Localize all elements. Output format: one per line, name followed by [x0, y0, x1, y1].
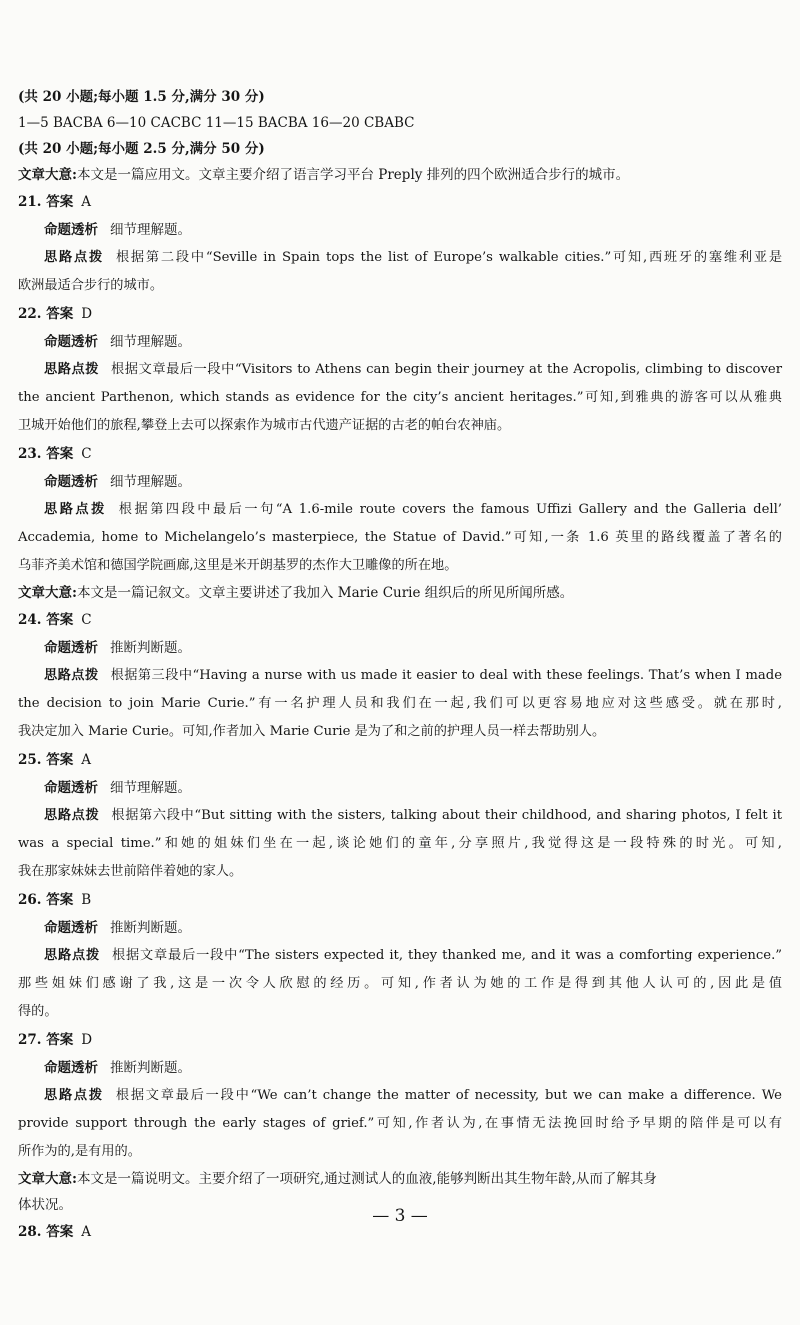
analysis-row	[18, 774, 782, 802]
tip-line: 我在那家妹妹去世前陪伴着她的家人。	[18, 864, 243, 879]
tip-block	[18, 662, 782, 746]
section-header-2: (共 20 小题;每小题 2.5 分,满分 50 分)	[18, 141, 265, 157]
answer-label: 答案	[46, 892, 74, 908]
tip-line: 思路点拨 根据文章最后一段中“The sisters expected it, they thanked me, and it was a comforting experience.”	[44, 948, 782, 963]
question-number: 27.	[18, 1032, 42, 1048]
summary-label: 文章大意:	[18, 1171, 77, 1187]
tip-label: 思路点拨	[44, 250, 104, 265]
section-header-1: (共 20 小题;每小题 1.5 分,满分 30 分)	[18, 89, 265, 105]
analysis-label: 命题透析	[44, 1060, 98, 1076]
question-number: 28.	[18, 1224, 42, 1240]
question-item	[18, 188, 782, 300]
analysis-row	[18, 328, 782, 356]
tip-label: 思路点拨	[44, 668, 99, 683]
analysis-text: 细节理解题。	[110, 334, 191, 350]
tip-label: 思路点拨	[44, 362, 100, 377]
question-item	[18, 1026, 782, 1166]
summary-text: 本文是一篇记叙文。文章主要讲述了我加入 Marie Curie 组织后的所见所闻所感。	[76, 585, 574, 601]
tip-block	[18, 356, 782, 440]
page-number: — 3 —	[372, 1206, 428, 1226]
analysis-label: 命题透析	[44, 780, 98, 796]
answer-label: 答案	[46, 306, 74, 322]
answer-label: 答案	[46, 446, 74, 462]
question-item	[18, 886, 782, 1026]
question-header	[18, 606, 782, 634]
question-header	[18, 1026, 782, 1054]
analysis-row	[18, 468, 782, 496]
tip-line: 思路点拨 根据第四段中最后一句“A 1.6-mile route covers the famous Uffizi Gallery and the Galleria dell’	[44, 502, 783, 517]
tip-block	[18, 802, 782, 886]
tip-block	[18, 244, 782, 300]
summary-label: 文章大意:	[18, 167, 77, 183]
analysis-label: 命题透析	[44, 474, 98, 490]
analysis-text: 细节理解题。	[110, 780, 191, 796]
answer-label: 答案	[46, 1032, 74, 1048]
tip-line: the ancient Parthenon, which stands as evidence for the city’s ancient heritages.”可知,到雅典的游客可以从雅典	[18, 390, 782, 405]
question-item	[18, 746, 782, 886]
question-header	[18, 300, 782, 328]
tip-line: 欧洲最适合步行的城市。	[18, 278, 164, 293]
answer-value: A	[81, 194, 91, 210]
tip-line: Accademia, home to Michelangelo’s masterpiece, the Statue of David.”可知,一条 1.6 英里的路线覆盖了著名的	[18, 530, 782, 545]
tip-label: 思路点拨	[44, 948, 101, 963]
summary-text: 本文是一篇说明文。主要介绍了一项研究,通过测试人的血液,能够判断出其生物年龄,从而了解其身	[76, 1171, 657, 1187]
tip-line: 思路点拨 根据第三段中“Having a nurse with us made it easier to deal with these feelings. That’s when I made	[44, 668, 783, 683]
answer-value: D	[81, 306, 93, 322]
summary-text: 本文是一篇应用文。文章主要介绍了语言学习平台 Preply 排列的四个欧洲适合步行的城市。	[76, 167, 630, 183]
tip-line: 我决定加入 Marie Curie。可知,作者加入 Marie Curie 是为了和之前的护理人员一样去帮助别人。	[18, 724, 606, 739]
passage-summary	[18, 162, 782, 188]
answer-value: C	[81, 446, 92, 462]
tip-line: 所作为的,是有用的。	[18, 1144, 141, 1159]
tip-label: 思路点拨	[44, 808, 100, 823]
tip-block	[18, 942, 782, 1026]
question-number: 25.	[18, 752, 42, 768]
question-header	[18, 440, 782, 468]
answer-value: C	[81, 612, 92, 628]
tip-line: 那些姐妹们感谢了我,这是一次令人欣慰的经历。可知,作者认为她的工作是得到其他人认可的,因此是值	[18, 976, 782, 991]
analysis-label: 命题透析	[44, 222, 98, 238]
question-item	[18, 300, 782, 440]
answer-label: 答案	[46, 752, 74, 768]
question-number: 22.	[18, 306, 42, 322]
tip-line: 思路点拨 根据第六段中“But sitting with the sisters, talking about their childhood, and sharing photos, I felt it	[44, 808, 782, 823]
tip-line: provide support through the early stages of grief.”可知,作者认为,在事情无法挽回时给予早期的陪伴是可以有	[18, 1116, 782, 1131]
analysis-text: 细节理解题。	[110, 474, 191, 490]
tip-label: 思路点拨	[44, 502, 107, 517]
tip-line: 思路点拨 根据文章最后一段中“We can’t change the matter of necessity, but we can make a difference. We	[44, 1088, 782, 1103]
question-number: 21.	[18, 194, 42, 210]
analysis-row	[18, 634, 782, 662]
question-header	[18, 746, 782, 774]
summary-label: 文章大意:	[18, 585, 77, 601]
answer-value: B	[81, 892, 92, 908]
analysis-row	[18, 914, 782, 942]
answer-value: A	[81, 1224, 91, 1240]
answer-label: 答案	[46, 194, 74, 210]
tip-block	[18, 1082, 782, 1166]
tip-line: 思路点拨 根据第二段中“Seville in Spain tops the list of Europe’s walkable cities.”可知,西班牙的塞维利亚是	[44, 250, 783, 265]
question-item	[18, 606, 782, 746]
answer-key-line: 1—5 BACBA 6—10 CACBC 11—15 BACBA 16—20 CBABC	[18, 115, 415, 131]
answer-value: A	[81, 752, 91, 768]
question-header	[18, 886, 782, 914]
tip-label: 思路点拨	[44, 1088, 104, 1103]
analysis-label: 命题透析	[44, 334, 98, 350]
analysis-text: 推断判断题。	[110, 640, 191, 656]
question-header	[18, 188, 782, 216]
tip-line: 乌菲齐美术馆和德国学院画廊,这里是米开朗基罗的杰作大卫雕像的所在地。	[18, 558, 458, 573]
tip-line: 思路点拨 根据文章最后一段中“Visitors to Athens can begin their journey at the Acropolis, climbing to discover	[44, 362, 782, 377]
tip-line: 卫城开始他们的旅程,攀登上去可以探索作为城市古代遗产证据的古老的帕台农神庙。	[18, 418, 511, 433]
tip-line: was a special time.”和她的姐妹们坐在一起,谈论她们的童年,分享照片,我觉得这是一段特殊的时光。可知,	[18, 836, 782, 851]
answer-label: 答案	[46, 1224, 74, 1240]
tip-line: the decision to join Marie Curie.”有一名护理人员和我们在一起,我们可以更容易地应对这些感受。就在那时,	[18, 696, 782, 711]
analysis-label: 命题透析	[44, 920, 98, 936]
question-item	[18, 440, 782, 580]
analysis-label: 命题透析	[44, 640, 98, 656]
analysis-text: 推断判断题。	[110, 920, 191, 936]
question-number: 23.	[18, 446, 42, 462]
tip-line: 得的。	[18, 1004, 58, 1019]
question-number: 26.	[18, 892, 42, 908]
summary-text-cont: 体状况。	[18, 1197, 72, 1213]
analysis-text: 推断判断题。	[110, 1060, 191, 1076]
answer-value: D	[81, 1032, 93, 1048]
answer-label: 答案	[46, 612, 74, 628]
analysis-row	[18, 216, 782, 244]
question-number: 24.	[18, 612, 42, 628]
analysis-row	[18, 1054, 782, 1082]
passage-summary	[18, 580, 782, 606]
tip-block	[18, 496, 782, 580]
analysis-text: 细节理解题。	[110, 222, 191, 238]
